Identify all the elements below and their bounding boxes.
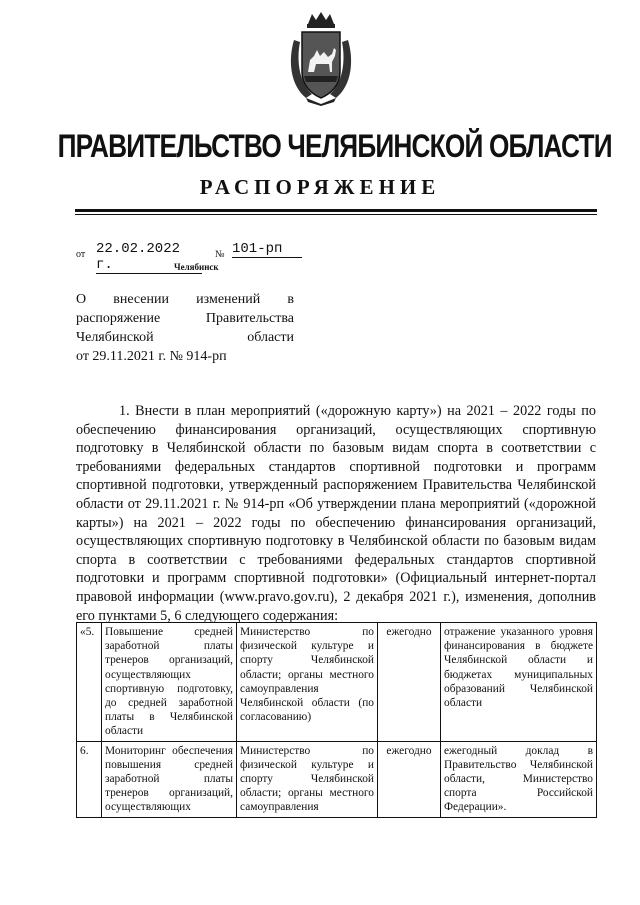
row-result: отражение указанного уровня финансирования в бюджете Челябинской области и бюджетах муниципальных образований Челябинской области: [441, 623, 597, 742]
row-result: ежегодный доклад в Правительство Челябинской области, Министерство спорта Российской Федерации».: [441, 741, 597, 817]
paragraph-1: 1. Внести в план мероприятий («дорожную карту») на 2021 – 2022 годы по обеспечению финансирования организаций, осуществляющих спортивную подготовку в Челябинской области по базовым видам спорта в соответствии с требованиями федеральных стандартов спортивной подготовки и программ спортивной подготовки, утвержденный распоряжением Правительства Челябинской области от 29.11.2021 г. № 914-рп «Об утверждении плана мероприятий («дорожной карты») на 2021 – 2022 годы по обеспечению финансирования организаций, осуществляющих спортивную подготовку в Челябинской области по базовым видам спорта в соответствии с требованиями федеральных стандартов спортивной подготовки и программ спортивной подготовки» (Официальный интернет-портал правовой информации (www.pravo.gov.ru), 2 декабря 2021 г.), изменения, дополнив его пунктами 5, 6 следующего содержания:: [76, 403, 596, 624]
subject-line: О внесении изменений в: [76, 292, 294, 307]
number-prefix: №: [215, 249, 225, 260]
subject-line: распоряжение Правительства: [76, 311, 294, 326]
date-prefix: от: [76, 249, 86, 260]
row-period: ежегодно: [378, 741, 441, 817]
table-row: [77, 741, 597, 817]
row-action: Повышение средней заработной платы тренеров организаций, осуществляющих спортивную подготовку, до средней заработной платы в Челябинской области: [102, 623, 237, 742]
row-number: «5.: [77, 623, 102, 742]
document-number: 101-рп: [232, 241, 302, 258]
row-action: Мониторинг обеспечения повышения средней заработной платы тренеров организаций, осуществляющих: [102, 741, 237, 817]
header-divider-thick: [75, 209, 597, 212]
row-responsible: Министерство по физической культуре и спорту Челябинской области; органы местного самоуправления Челябинской области (по согласованию): [237, 623, 378, 742]
table-row: [77, 623, 597, 742]
document-body: [76, 402, 596, 625]
government-title: ПРАВИТЕЛЬСТВО ЧЕЛЯБИНСКОЙ ОБЛАСТИ: [57, 128, 612, 164]
plan-table: [76, 622, 597, 818]
document-date: 22.02.2022 г.: [96, 241, 202, 274]
document-subject: [76, 290, 294, 366]
row-period: ежегодно: [378, 623, 441, 742]
document-type: РАСПОРЯЖЕНИЕ: [199, 175, 441, 199]
city-label: Челябинск: [174, 262, 219, 272]
coat-of-arms-icon: [286, 10, 356, 106]
subject-line: Челябинской области: [76, 330, 294, 345]
header-divider-thin: [75, 214, 597, 215]
row-number: 6.: [77, 741, 102, 817]
row-responsible: Министерство по физической культуре и спорту Челябинской области; органы местного самоуправления: [237, 741, 378, 817]
subject-line: от 29.11.2021 г. № 914-рп: [76, 349, 227, 364]
